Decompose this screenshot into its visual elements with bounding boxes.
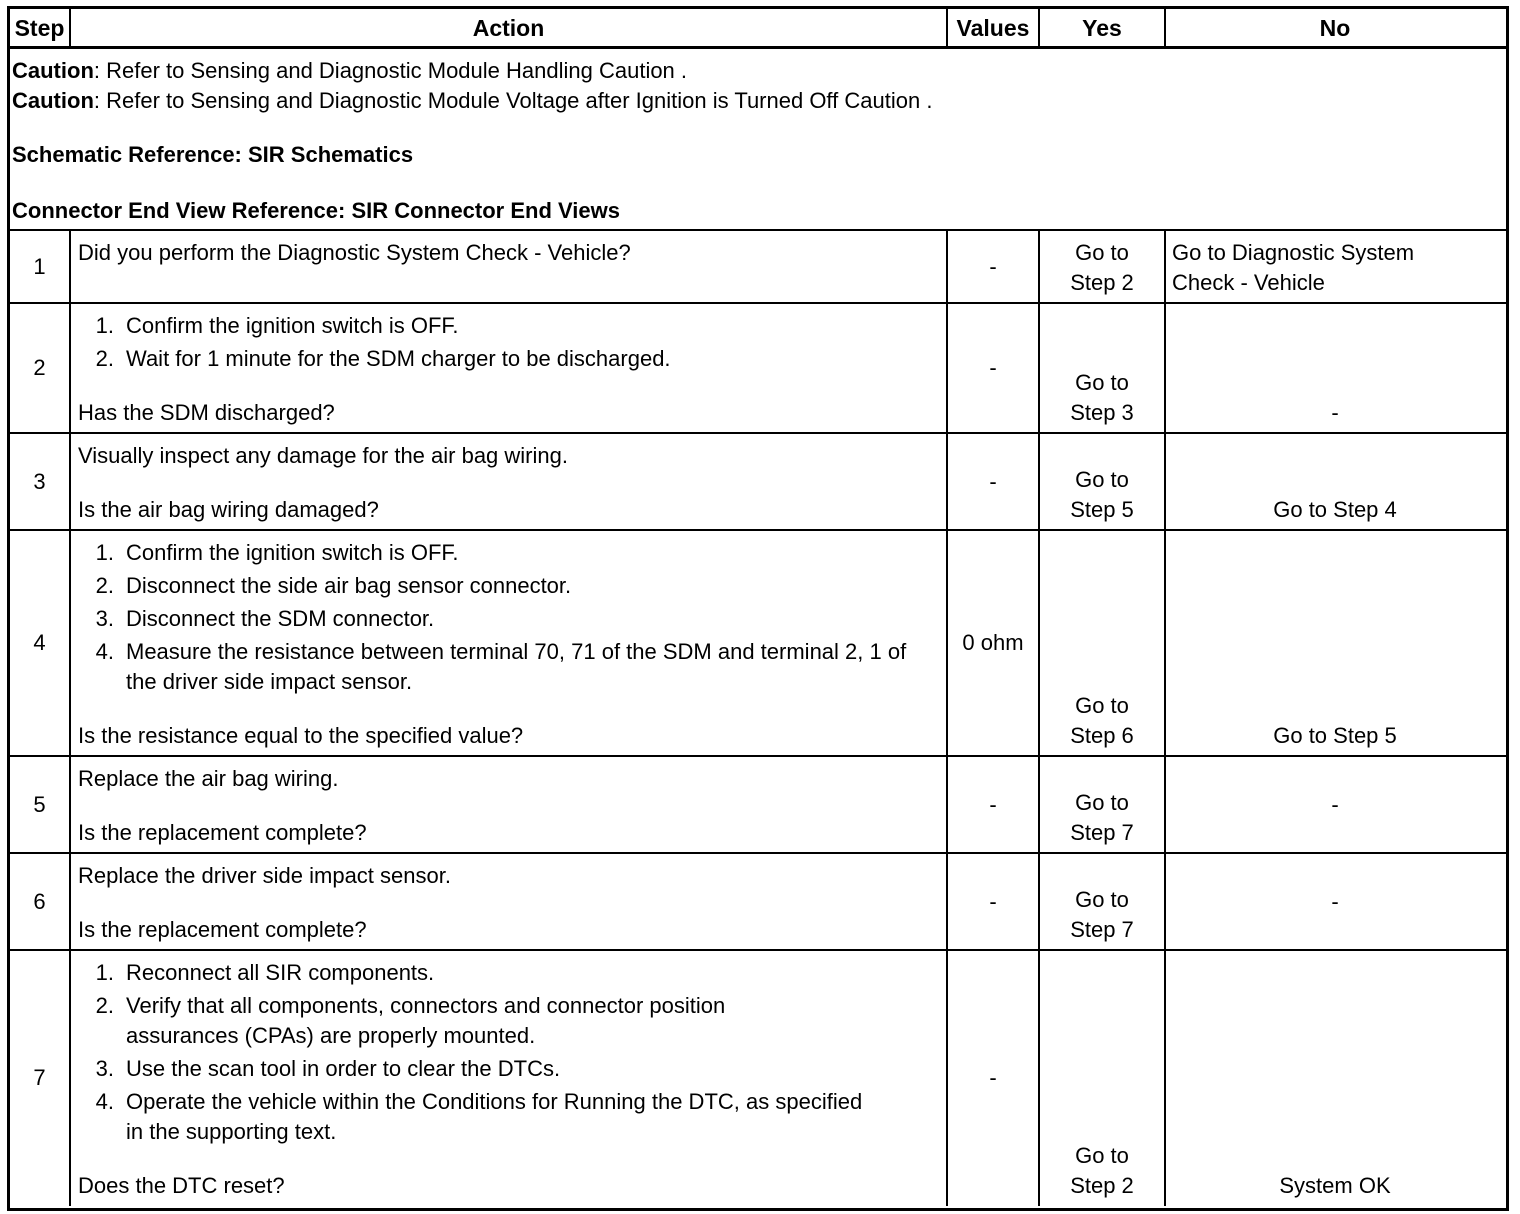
- action-question: Has the SDM discharged?: [78, 400, 335, 425]
- action-question: Is the replacement complete?: [78, 820, 367, 845]
- row-divider: [8, 302, 1506, 304]
- action-text: Visually inspect any damage for the air bag wiring.: [78, 443, 568, 468]
- action-question: Is the resistance equal to the specified value?: [78, 723, 524, 748]
- list-item: 2. Disconnect the side air bag sensor connector.: [95, 573, 572, 598]
- values-cell: -: [989, 1065, 997, 1090]
- header-values: Values: [956, 15, 1030, 41]
- header-step: Step: [14, 15, 65, 41]
- no-cell: -: [1331, 888, 1339, 914]
- list-item: 2. Verify that all components, connectors and connector position assurances (CPAs) are properly mounted.: [95, 993, 726, 1048]
- yes-cell: [1040, 465, 1164, 525]
- yes-line: Go to: [1075, 887, 1129, 912]
- yes-cell: [1040, 368, 1164, 428]
- yes-cell: [1040, 1141, 1164, 1201]
- caution-label: Caution: [12, 58, 94, 83]
- action-question: Does the DTC reset?: [78, 1173, 285, 1198]
- values-cell: -: [989, 888, 997, 914]
- yes-line: Go to: [1075, 370, 1129, 395]
- yes-line: Go to: [1075, 790, 1129, 815]
- caution-label: Caution: [12, 88, 94, 113]
- schematic-reference: Schematic Reference: SIR Schematics: [12, 142, 414, 167]
- caution-line-1: [12, 56, 687, 86]
- yes-cell: [1040, 691, 1164, 751]
- values-cell: -: [989, 355, 997, 380]
- list-item: 2. Wait for 1 minute for the SDM charger to be discharged.: [95, 346, 671, 371]
- step-number: 5: [33, 791, 46, 817]
- row-divider: [8, 949, 1506, 951]
- col-divider: [69, 230, 71, 1206]
- no-cell: -: [1331, 400, 1339, 425]
- values-cell: 0 ohm: [962, 630, 1024, 655]
- list-item: 1. Confirm the ignition switch is OFF.: [95, 540, 459, 565]
- header-action: Action: [472, 15, 545, 41]
- row-divider: [8, 46, 1506, 49]
- list-item: 1. Reconnect all SIR components.: [95, 960, 435, 985]
- yes-cell: [1040, 788, 1164, 848]
- connector-reference: Connector End View Reference: SIR Connector End Views: [12, 198, 620, 223]
- list-item: 4. Measure the resistance between terminal 70, 71 of the SDM and terminal 2, 1 of the driver side impact sensor.: [95, 639, 907, 694]
- list-item: 3. Disconnect the SDM connector.: [95, 606, 435, 631]
- yes-line: Step 2: [1070, 1173, 1134, 1198]
- list-item: 3. Use the scan tool in order to clear the DTCs.: [95, 1056, 561, 1081]
- yes-line: Step 3: [1070, 400, 1134, 425]
- values-cell: -: [989, 468, 997, 494]
- action-question: Did you perform the Diagnostic System Check - Vehicle?: [78, 240, 631, 265]
- action-text: Replace the air bag wiring.: [78, 766, 339, 791]
- yes-line: Go to: [1075, 240, 1129, 265]
- yes-line: Step 5: [1070, 497, 1134, 522]
- no-line: Go to Diagnostic System: [1172, 240, 1415, 265]
- no-cell: System OK: [1279, 1173, 1391, 1198]
- header-yes: Yes: [1082, 15, 1122, 41]
- action-list: [78, 538, 942, 697]
- caution-text: : Refer to Sensing and Diagnostic Module Handling Caution .: [93, 58, 688, 83]
- row-divider: [8, 229, 1506, 231]
- no-line: Check - Vehicle: [1172, 270, 1325, 295]
- yes-line: Go to: [1075, 693, 1129, 718]
- caution-text: : Refer to Sensing and Diagnostic Module Voltage after Ignition is Turned Off Caution .: [93, 88, 933, 113]
- yes-line: Step 6: [1070, 723, 1134, 748]
- no-cell: [1172, 238, 1414, 298]
- yes-line: Go to: [1075, 467, 1129, 492]
- row-divider: [8, 432, 1506, 434]
- yes-cell: [1040, 885, 1164, 945]
- values-cell: -: [989, 253, 997, 279]
- step-number: 1: [33, 253, 46, 279]
- list-item: 1. Confirm the ignition switch is OFF.: [95, 313, 459, 338]
- caution-line-2: [12, 86, 932, 116]
- yes-line: Step 7: [1070, 917, 1134, 942]
- yes-cell: [1040, 238, 1164, 298]
- no-cell: -: [1331, 791, 1339, 817]
- no-cell: Go to Step 5: [1273, 723, 1397, 748]
- step-number: 7: [33, 1065, 46, 1090]
- header-no: No: [1319, 15, 1351, 41]
- list-item: 4. Operate the vehicle within the Conditions for Running the DTC, as specified in the supporting text.: [95, 1089, 863, 1144]
- action-list: [78, 958, 942, 1147]
- step-number: 6: [33, 888, 46, 914]
- action-question: Is the replacement complete?: [78, 917, 367, 942]
- step-number: 3: [33, 468, 46, 494]
- yes-line: Step 2: [1070, 270, 1134, 295]
- yes-line: Step 7: [1070, 820, 1134, 845]
- col-divider: [1164, 230, 1166, 1206]
- yes-line: Go to: [1075, 1143, 1129, 1168]
- step-number: 4: [33, 630, 46, 655]
- row-divider: [8, 529, 1506, 531]
- action-list: [78, 311, 942, 374]
- action-text: Replace the driver side impact sensor.: [78, 863, 451, 888]
- values-cell: -: [989, 791, 997, 817]
- no-cell: Go to Step 4: [1273, 497, 1397, 522]
- action-question: Is the air bag wiring damaged?: [78, 497, 379, 522]
- step-number: 2: [33, 355, 46, 380]
